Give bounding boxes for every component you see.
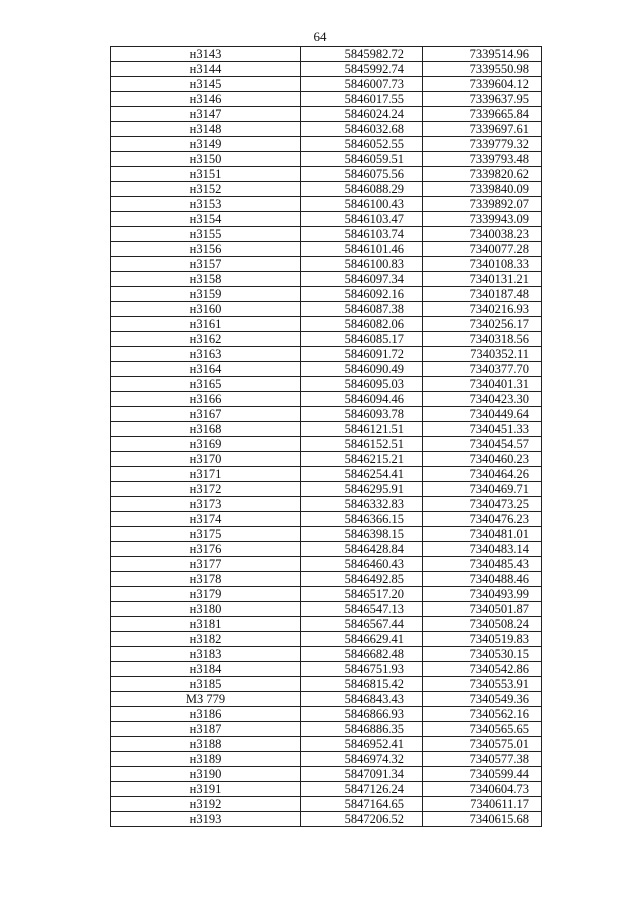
y-coordinate-cell: 7339550.98: [423, 62, 542, 77]
y-coordinate-cell: 7339892.07: [423, 197, 542, 212]
x-coordinate-cell: 5846085.17: [301, 332, 423, 347]
x-coordinate-cell: 5847091.34: [301, 767, 423, 782]
x-coordinate-cell: 5846093.78: [301, 407, 423, 422]
y-coordinate-cell: 7340318.56: [423, 332, 542, 347]
x-coordinate-cell: 5846091.72: [301, 347, 423, 362]
x-coordinate-cell: 5846332.83: [301, 497, 423, 512]
table-row: [111, 377, 542, 392]
x-coordinate-cell: 5846682.48: [301, 647, 423, 662]
table-row: [111, 527, 542, 542]
y-coordinate-cell: 7340187.48: [423, 287, 542, 302]
table-row: [111, 752, 542, 767]
x-coordinate-cell: 5846094.46: [301, 392, 423, 407]
y-coordinate-cell: 7340377.70: [423, 362, 542, 377]
x-coordinate-cell: 5846629.41: [301, 632, 423, 647]
x-coordinate-cell: 5845992.74: [301, 62, 423, 77]
x-coordinate-cell: 5846090.49: [301, 362, 423, 377]
table-row: [111, 362, 542, 377]
y-coordinate-cell: 7340401.31: [423, 377, 542, 392]
point-id-cell: н3144: [111, 62, 301, 77]
x-coordinate-cell: 5846017.55: [301, 92, 423, 107]
y-coordinate-cell: 7340562.16: [423, 707, 542, 722]
table-row: [111, 242, 542, 257]
y-coordinate-cell: 7339637.95: [423, 92, 542, 107]
x-coordinate-cell: 5846254.41: [301, 467, 423, 482]
point-id-cell: н3192: [111, 797, 301, 812]
x-coordinate-cell: 5846103.47: [301, 212, 423, 227]
x-coordinate-cell: 5846567.44: [301, 617, 423, 632]
point-id-cell: н3165: [111, 377, 301, 392]
x-coordinate-cell: 5846866.93: [301, 707, 423, 722]
y-coordinate-cell: 7340493.99: [423, 587, 542, 602]
coordinates-table: [110, 46, 542, 827]
table-row: [111, 722, 542, 737]
y-coordinate-cell: 7339514.96: [423, 47, 542, 62]
table-row: [111, 182, 542, 197]
point-id-cell: н3166: [111, 392, 301, 407]
x-coordinate-cell: 5846152.51: [301, 437, 423, 452]
point-id-cell: н3161: [111, 317, 301, 332]
y-coordinate-cell: 7340549.36: [423, 692, 542, 707]
y-coordinate-cell: 7340469.71: [423, 482, 542, 497]
table-row: [111, 137, 542, 152]
point-id-cell: н3182: [111, 632, 301, 647]
point-id-cell: н3176: [111, 542, 301, 557]
x-coordinate-cell: 5847206.52: [301, 812, 423, 827]
point-id-cell: н3172: [111, 482, 301, 497]
y-coordinate-cell: 7339697.61: [423, 122, 542, 137]
table-row: [111, 332, 542, 347]
x-coordinate-cell: 5846215.21: [301, 452, 423, 467]
point-id-cell: н3153: [111, 197, 301, 212]
point-id-cell: н3170: [111, 452, 301, 467]
x-coordinate-cell: 5846366.15: [301, 512, 423, 527]
table-row: [111, 797, 542, 812]
table-row: [111, 392, 542, 407]
table-row: [111, 407, 542, 422]
point-id-cell: н3184: [111, 662, 301, 677]
x-coordinate-cell: 5847164.65: [301, 797, 423, 812]
point-id-cell: н3174: [111, 512, 301, 527]
point-id-cell: н3169: [111, 437, 301, 452]
x-coordinate-cell: 5846103.74: [301, 227, 423, 242]
table-row: [111, 302, 542, 317]
point-id-cell: н3189: [111, 752, 301, 767]
table-row: [111, 542, 542, 557]
table-row: [111, 812, 542, 827]
table-row: [111, 152, 542, 167]
table-row: [111, 122, 542, 137]
point-id-cell: н3158: [111, 272, 301, 287]
x-coordinate-cell: 5847126.24: [301, 782, 423, 797]
table-row: [111, 197, 542, 212]
table-row: [111, 557, 542, 572]
y-coordinate-cell: 7340565.65: [423, 722, 542, 737]
table-row: [111, 677, 542, 692]
x-coordinate-cell: 5846547.13: [301, 602, 423, 617]
x-coordinate-cell: 5846815.42: [301, 677, 423, 692]
y-coordinate-cell: 7340451.33: [423, 422, 542, 437]
y-coordinate-cell: 7340476.23: [423, 512, 542, 527]
x-coordinate-cell: 5846398.15: [301, 527, 423, 542]
point-id-cell: н3167: [111, 407, 301, 422]
point-id-cell: н3160: [111, 302, 301, 317]
point-id-cell: н3156: [111, 242, 301, 257]
table-row: [111, 47, 542, 62]
x-coordinate-cell: 5846087.38: [301, 302, 423, 317]
x-coordinate-cell: 5846024.24: [301, 107, 423, 122]
coordinates-table-body: [111, 47, 542, 827]
y-coordinate-cell: 7340454.57: [423, 437, 542, 452]
x-coordinate-cell: 5846121.51: [301, 422, 423, 437]
table-row: [111, 227, 542, 242]
y-coordinate-cell: 7340449.64: [423, 407, 542, 422]
table-row: [111, 317, 542, 332]
table-row: [111, 572, 542, 587]
point-id-cell: н3181: [111, 617, 301, 632]
table-row: [111, 497, 542, 512]
y-coordinate-cell: 7340615.68: [423, 812, 542, 827]
table-row: [111, 587, 542, 602]
table-row: [111, 662, 542, 677]
point-id-cell: н3171: [111, 467, 301, 482]
point-id-cell: н3178: [111, 572, 301, 587]
y-coordinate-cell: 7340256.17: [423, 317, 542, 332]
y-coordinate-cell: 7340423.30: [423, 392, 542, 407]
y-coordinate-cell: 7339604.12: [423, 77, 542, 92]
point-id-cell: н3147: [111, 107, 301, 122]
y-coordinate-cell: 7340530.15: [423, 647, 542, 662]
y-coordinate-cell: 7339779.32: [423, 137, 542, 152]
point-id-cell: н3191: [111, 782, 301, 797]
table-row: [111, 212, 542, 227]
y-coordinate-cell: 7340577.38: [423, 752, 542, 767]
point-id-cell: н3180: [111, 602, 301, 617]
point-id-cell: н3164: [111, 362, 301, 377]
table-row: [111, 452, 542, 467]
page-number: 64: [313, 29, 327, 44]
y-coordinate-cell: 7340464.26: [423, 467, 542, 482]
point-id-cell: н3190: [111, 767, 301, 782]
y-coordinate-cell: 7340519.83: [423, 632, 542, 647]
y-coordinate-cell: 7340481.01: [423, 527, 542, 542]
point-id-cell: н3148: [111, 122, 301, 137]
table-row: [111, 437, 542, 452]
x-coordinate-cell: 5846088.29: [301, 182, 423, 197]
point-id-cell: н3157: [111, 257, 301, 272]
x-coordinate-cell: 5846100.83: [301, 257, 423, 272]
x-coordinate-cell: 5846843.43: [301, 692, 423, 707]
y-coordinate-cell: 7340611.17: [423, 797, 542, 812]
table-row: [111, 77, 542, 92]
table-row: [111, 512, 542, 527]
y-coordinate-cell: 7340553.91: [423, 677, 542, 692]
point-id-cell: н3150: [111, 152, 301, 167]
x-coordinate-cell: 5846101.46: [301, 242, 423, 257]
table-row: [111, 92, 542, 107]
point-id-cell: н3152: [111, 182, 301, 197]
table-row: [111, 707, 542, 722]
table-row: [111, 602, 542, 617]
table-row: [111, 257, 542, 272]
point-id-cell: н3145: [111, 77, 301, 92]
x-coordinate-cell: 5846952.41: [301, 737, 423, 752]
table-row: [111, 287, 542, 302]
table-row: [111, 692, 542, 707]
x-coordinate-cell: 5846517.20: [301, 587, 423, 602]
y-coordinate-cell: 7340483.14: [423, 542, 542, 557]
point-id-cell: н3185: [111, 677, 301, 692]
x-coordinate-cell: 5846974.32: [301, 752, 423, 767]
x-coordinate-cell: 5846295.91: [301, 482, 423, 497]
x-coordinate-cell: 5846082.06: [301, 317, 423, 332]
x-coordinate-cell: 5846059.51: [301, 152, 423, 167]
point-id-cell: н3177: [111, 557, 301, 572]
y-coordinate-cell: 7340108.33: [423, 257, 542, 272]
y-coordinate-cell: 7340542.86: [423, 662, 542, 677]
table-row: [111, 107, 542, 122]
point-id-cell: н3173: [111, 497, 301, 512]
y-coordinate-cell: 7340485.43: [423, 557, 542, 572]
x-coordinate-cell: 5846097.34: [301, 272, 423, 287]
point-id-cell: н3151: [111, 167, 301, 182]
table-row: [111, 767, 542, 782]
y-coordinate-cell: 7339943.09: [423, 212, 542, 227]
point-id-cell: н3183: [111, 647, 301, 662]
y-coordinate-cell: 7340352.11: [423, 347, 542, 362]
x-coordinate-cell: 5846886.35: [301, 722, 423, 737]
point-id-cell: н3168: [111, 422, 301, 437]
table-row: [111, 482, 542, 497]
y-coordinate-cell: 7340077.28: [423, 242, 542, 257]
y-coordinate-cell: 7340038.23: [423, 227, 542, 242]
point-id-cell: н3159: [111, 287, 301, 302]
y-coordinate-cell: 7339820.62: [423, 167, 542, 182]
table-row: [111, 647, 542, 662]
table-row: [111, 617, 542, 632]
point-id-cell: н3162: [111, 332, 301, 347]
table-row: [111, 467, 542, 482]
x-coordinate-cell: 5846100.43: [301, 197, 423, 212]
table-row: [111, 62, 542, 77]
point-id-cell: н3175: [111, 527, 301, 542]
y-coordinate-cell: 7340473.25: [423, 497, 542, 512]
x-coordinate-cell: 5846092.16: [301, 287, 423, 302]
table-row: [111, 272, 542, 287]
point-id-cell: н3193: [111, 812, 301, 827]
table-row: [111, 737, 542, 752]
point-id-cell: н3154: [111, 212, 301, 227]
table-row: [111, 632, 542, 647]
point-id-cell: н3188: [111, 737, 301, 752]
y-coordinate-cell: 7340216.93: [423, 302, 542, 317]
x-coordinate-cell: 5846428.84: [301, 542, 423, 557]
y-coordinate-cell: 7340575.01: [423, 737, 542, 752]
table-row: [111, 167, 542, 182]
point-id-cell: н3163: [111, 347, 301, 362]
point-id-cell: МЗ 779: [111, 692, 301, 707]
x-coordinate-cell: 5846007.73: [301, 77, 423, 92]
x-coordinate-cell: 5846095.03: [301, 377, 423, 392]
point-id-cell: н3179: [111, 587, 301, 602]
point-id-cell: н3155: [111, 227, 301, 242]
y-coordinate-cell: 7340508.24: [423, 617, 542, 632]
x-coordinate-cell: 5846075.56: [301, 167, 423, 182]
table-row: [111, 782, 542, 797]
x-coordinate-cell: 5846751.93: [301, 662, 423, 677]
x-coordinate-cell: 5846492.85: [301, 572, 423, 587]
x-coordinate-cell: 5845982.72: [301, 47, 423, 62]
y-coordinate-cell: 7340460.23: [423, 452, 542, 467]
x-coordinate-cell: 5846460.43: [301, 557, 423, 572]
y-coordinate-cell: 7340599.44: [423, 767, 542, 782]
y-coordinate-cell: 7339793.48: [423, 152, 542, 167]
point-id-cell: н3149: [111, 137, 301, 152]
point-id-cell: н3146: [111, 92, 301, 107]
point-id-cell: н3186: [111, 707, 301, 722]
x-coordinate-cell: 5846032.68: [301, 122, 423, 137]
point-id-cell: н3143: [111, 47, 301, 62]
y-coordinate-cell: 7339665.84: [423, 107, 542, 122]
y-coordinate-cell: 7340131.21: [423, 272, 542, 287]
y-coordinate-cell: 7340488.46: [423, 572, 542, 587]
x-coordinate-cell: 5846052.55: [301, 137, 423, 152]
point-id-cell: н3187: [111, 722, 301, 737]
y-coordinate-cell: 7339840.09: [423, 182, 542, 197]
table-row: [111, 422, 542, 437]
y-coordinate-cell: 7340501.87: [423, 602, 542, 617]
y-coordinate-cell: 7340604.73: [423, 782, 542, 797]
table-row: [111, 347, 542, 362]
